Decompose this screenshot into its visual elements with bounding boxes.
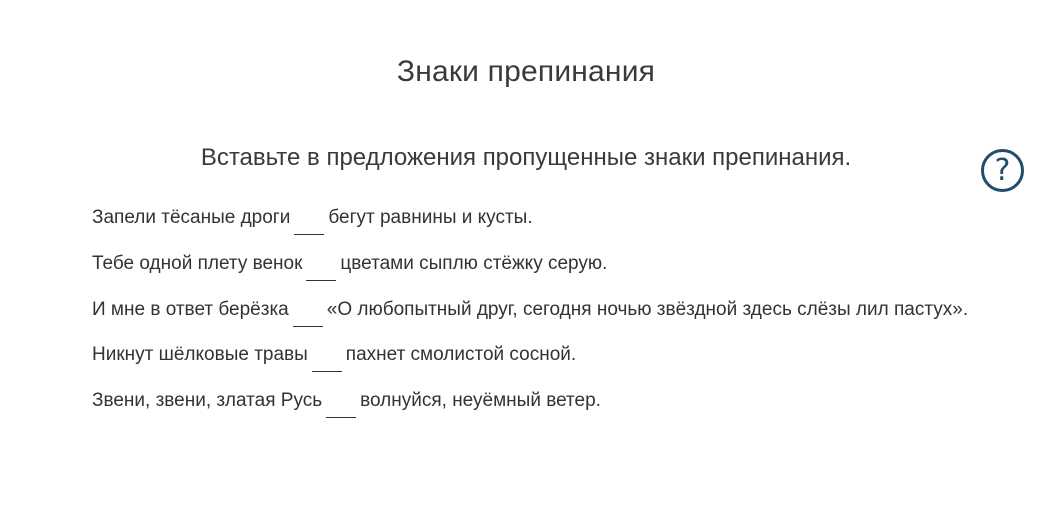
punctuation-blank-5[interactable]: [326, 397, 356, 418]
sentence-3: [92, 295, 968, 325]
sentence-text-before: И мне в ответ берёзка: [92, 299, 289, 320]
punctuation-blank-3[interactable]: [293, 306, 323, 327]
help-button[interactable]: [981, 149, 1024, 192]
sentence-1: [92, 203, 968, 233]
punctuation-blank-4[interactable]: [312, 351, 342, 372]
punctuation-blank-1[interactable]: [294, 214, 324, 235]
sentence-text-after: цветами сыплю стёжку серую.: [340, 253, 608, 274]
task-instruction: Вставьте в предложения пропущенные знаки препинания.: [200, 144, 852, 171]
question-circle-icon: ?: [994, 153, 1011, 188]
sentence-2: [92, 249, 968, 279]
sentence-text-after: волнуйся, неуёмный ветер.: [360, 390, 601, 411]
punctuation-blank-2[interactable]: [306, 260, 336, 281]
sentence-text-before: Запели тёсаные дроги: [92, 207, 291, 228]
sentence-text-after: «О любопытный друг, сегодня ночью звёздной здесь слёзы лил пастух».: [326, 299, 969, 320]
sentence-text-before: Никнут шёлковые травы: [92, 344, 308, 365]
sentence-text-after: пахнет смолистой сосной.: [345, 344, 577, 365]
sentence-5: [92, 386, 968, 416]
sentence-4: [92, 340, 968, 370]
page-title: Знаки препинания: [396, 55, 656, 88]
sentence-text-before: Звени, звени, златая Русь: [92, 390, 323, 411]
sentence-text-before: Тебе одной плету венок: [92, 253, 303, 274]
sentence-list: [92, 203, 968, 432]
sentence-text-after: бегут равнины и кусты.: [328, 207, 533, 228]
